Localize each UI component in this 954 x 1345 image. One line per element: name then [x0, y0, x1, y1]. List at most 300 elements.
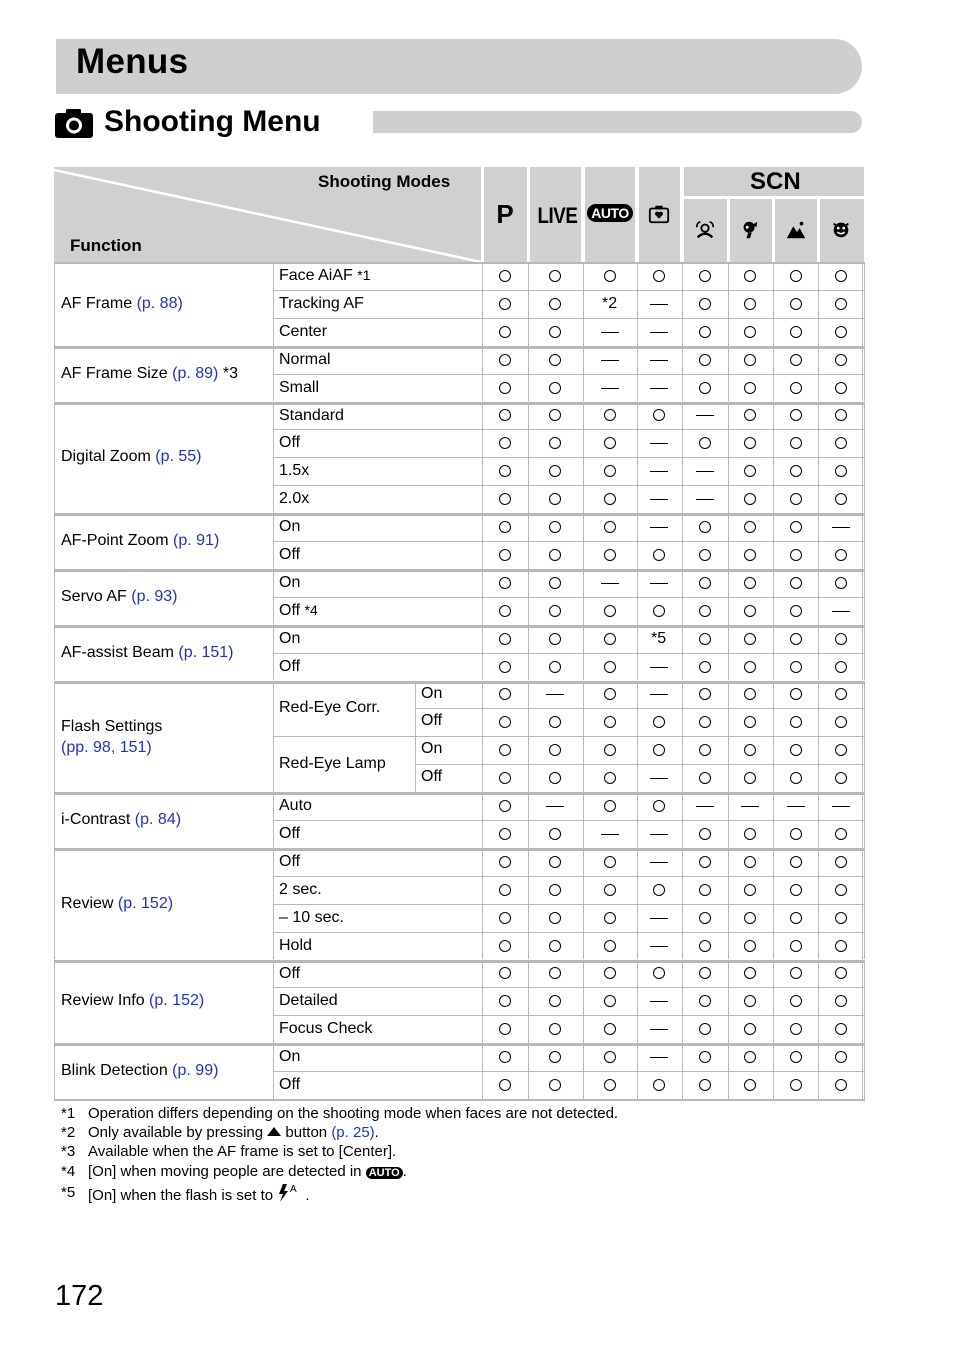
col-divider — [583, 960, 584, 1044]
col-divider — [682, 792, 683, 848]
available-mark — [499, 744, 511, 756]
unavailable-mark — [696, 471, 714, 472]
col-divider — [864, 1043, 865, 1099]
col-divider — [818, 402, 819, 514]
col-divider — [637, 681, 638, 793]
row-divider — [273, 597, 864, 598]
unavailable-mark — [650, 1029, 668, 1030]
option-text: 1.5x — [279, 462, 310, 480]
available-mark — [549, 437, 561, 449]
col-divider — [528, 681, 529, 793]
col-divider — [682, 1043, 683, 1099]
unavailable-mark — [650, 1001, 668, 1002]
col-divider — [728, 848, 729, 960]
row-divider — [273, 1015, 864, 1016]
col-divider — [818, 792, 819, 848]
col-divider — [482, 262, 483, 346]
kids-pets-icon — [728, 215, 772, 245]
unavailable-mark — [741, 806, 759, 807]
col-divider — [273, 792, 274, 848]
unavailable-mark — [601, 332, 619, 333]
col-divider — [54, 792, 55, 848]
option-label — [279, 1047, 300, 1066]
available-mark — [699, 549, 711, 561]
available-mark — [604, 772, 616, 784]
row-divider — [273, 429, 864, 430]
available-mark — [790, 577, 802, 589]
col-divider — [637, 513, 638, 569]
available-mark — [835, 577, 847, 589]
col-divider — [528, 1043, 529, 1099]
footnote-number: *1 — [61, 1105, 76, 1122]
group-divider — [54, 625, 865, 628]
available-mark — [549, 1023, 561, 1035]
available-mark — [790, 940, 802, 952]
col-divider — [415, 681, 416, 793]
option-label — [279, 517, 300, 536]
available-mark — [744, 856, 756, 868]
unavailable-mark — [601, 388, 619, 389]
unavailable-mark — [650, 862, 668, 863]
col-divider — [273, 262, 274, 346]
page-link[interactable]: (p. 151) — [178, 643, 234, 661]
function-name-text: AF-Point Zoom — [61, 532, 174, 549]
available-mark — [835, 884, 847, 896]
row-divider — [273, 374, 864, 375]
option-text: Off — [279, 434, 301, 452]
unavailable-mark — [832, 806, 850, 807]
available-mark — [604, 1079, 616, 1091]
page-link[interactable]: (p. 152) — [149, 992, 205, 1010]
col-divider — [54, 402, 55, 514]
col-divider — [637, 569, 638, 625]
live-mode-label: LIVE — [537, 203, 577, 228]
option-label — [279, 852, 300, 871]
available-mark — [604, 409, 616, 421]
function-name-text: Digital Zoom — [61, 448, 156, 466]
col-divider — [818, 262, 819, 346]
page-link[interactable]: 98 — [93, 739, 111, 757]
option-label — [279, 991, 338, 1010]
page-link[interactable]: (p. 91) — [173, 532, 220, 549]
available-mark — [835, 437, 847, 449]
col-divider — [728, 346, 729, 402]
col-divider — [862, 346, 863, 402]
available-mark — [790, 912, 802, 924]
group-divider — [54, 346, 865, 349]
unavailable-mark — [696, 499, 714, 500]
available-mark — [835, 772, 847, 784]
available-mark — [604, 912, 616, 924]
available-mark — [790, 493, 802, 505]
unavailable-mark — [650, 1057, 668, 1058]
col-divider — [482, 681, 483, 793]
available-mark — [653, 409, 665, 421]
col-divider — [773, 513, 774, 569]
col-divider — [637, 960, 638, 1044]
available-mark — [699, 688, 711, 700]
available-mark — [499, 967, 511, 979]
unavailable-mark — [650, 694, 668, 695]
col-divider — [773, 792, 774, 848]
footnote-text — [88, 1104, 618, 1123]
available-mark — [653, 549, 665, 561]
available-mark — [744, 1023, 756, 1035]
function-name — [61, 1062, 218, 1080]
available-mark — [499, 493, 511, 505]
available-mark — [790, 744, 802, 756]
col-divider — [482, 569, 483, 625]
footnote — [61, 1183, 618, 1208]
row-divider — [273, 932, 864, 933]
col-divider — [862, 960, 863, 1044]
available-mark — [549, 633, 561, 645]
available-mark — [499, 912, 511, 924]
page-link[interactable]: (p. 152) — [117, 894, 174, 912]
col-divider — [273, 681, 274, 793]
unavailable-mark — [696, 806, 714, 807]
header-bottom-border — [54, 262, 865, 264]
available-mark — [744, 298, 756, 310]
col-divider — [773, 681, 774, 793]
footnote-text — [88, 1162, 407, 1183]
col-divider — [637, 848, 638, 960]
option-label: On — [421, 684, 443, 702]
col-divider — [583, 402, 584, 514]
available-mark — [604, 1051, 616, 1063]
available-mark — [699, 828, 711, 840]
function-name-text: Servo AF — [61, 587, 132, 605]
available-mark — [604, 633, 616, 645]
available-mark — [604, 744, 616, 756]
page-link[interactable]: 151 — [119, 739, 147, 757]
available-mark — [653, 605, 665, 617]
group-divider — [54, 681, 865, 684]
function-name-text: Flash Settings — [61, 718, 163, 736]
available-mark — [744, 577, 756, 589]
col-divider — [482, 402, 483, 514]
available-mark — [699, 772, 711, 784]
function-name-text: i-Contrast — [61, 811, 135, 828]
available-mark — [744, 744, 756, 756]
available-mark — [744, 326, 756, 338]
svg-text:A: A — [290, 1183, 297, 1195]
available-mark — [744, 967, 756, 979]
option-label — [279, 545, 300, 564]
available-mark — [549, 298, 561, 310]
unavailable-mark — [787, 806, 805, 807]
available-mark — [604, 437, 616, 449]
live-mode-icon — [535, 201, 579, 231]
page-link[interactable]: (pp. — [61, 739, 94, 757]
available-mark — [549, 1079, 561, 1091]
available-mark — [790, 688, 802, 700]
available-mark — [499, 605, 511, 617]
footnote-text — [88, 1123, 379, 1142]
col-divider — [528, 513, 529, 569]
function-name-text: Review — [61, 894, 118, 912]
row-divider — [273, 541, 864, 542]
available-mark — [790, 382, 802, 394]
available-mark — [653, 967, 665, 979]
scn-label: SCN — [750, 168, 801, 195]
available-mark — [835, 1079, 847, 1091]
available-mark — [835, 270, 847, 282]
col-divider — [682, 960, 683, 1044]
available-mark — [699, 940, 711, 952]
p-mode-label: P — [496, 198, 514, 229]
available-mark — [699, 1023, 711, 1035]
option-label — [279, 461, 309, 480]
unavailable-mark — [650, 360, 668, 361]
col-divider — [637, 625, 638, 681]
col-divider — [862, 681, 863, 793]
available-mark — [499, 298, 511, 310]
available-mark — [744, 716, 756, 728]
col-divider — [818, 569, 819, 625]
option-text: Detailed — [279, 992, 338, 1010]
page-link[interactable]: (p. 55) — [155, 448, 202, 466]
col-divider — [728, 402, 729, 514]
unavailable-mark — [601, 834, 619, 835]
available-mark — [604, 521, 616, 533]
col-divider — [54, 681, 55, 793]
available-mark — [699, 354, 711, 366]
function-label: Function — [70, 236, 142, 255]
available-mark — [549, 493, 561, 505]
col-divider — [682, 625, 683, 681]
col-divider — [864, 346, 865, 402]
available-mark — [790, 1079, 802, 1091]
unavailable-mark — [601, 583, 619, 584]
function-name — [61, 448, 202, 466]
available-mark — [604, 493, 616, 505]
available-mark — [549, 409, 561, 421]
function-name — [61, 992, 204, 1010]
col-divider — [583, 848, 584, 960]
available-mark — [604, 716, 616, 728]
available-mark — [699, 326, 711, 338]
available-mark — [549, 884, 561, 896]
col-divider — [273, 569, 274, 625]
col-divider — [864, 960, 865, 1044]
available-mark — [744, 465, 756, 477]
available-mark — [699, 521, 711, 533]
available-mark — [790, 884, 802, 896]
row-divider — [273, 876, 864, 877]
col-divider — [818, 960, 819, 1044]
available-mark — [699, 856, 711, 868]
footnote-number: *5 — [61, 1183, 76, 1201]
col-divider — [54, 569, 55, 625]
col-divider — [528, 792, 529, 848]
up-arrow-icon — [267, 1127, 281, 1136]
available-mark — [604, 995, 616, 1007]
col-divider — [862, 569, 863, 625]
option-text: Center — [279, 322, 328, 340]
available-mark — [499, 465, 511, 477]
col-divider — [583, 513, 584, 569]
col-divider — [682, 569, 683, 625]
available-mark — [604, 688, 616, 700]
unavailable-mark — [650, 583, 668, 584]
footnote-fragment: Operation differs depending on the shooting mode when faces are not detected. — [88, 1105, 619, 1122]
footnote — [61, 1123, 618, 1142]
available-mark — [744, 772, 756, 784]
option-text: Hold — [279, 936, 312, 954]
available-mark — [790, 772, 802, 784]
page-link[interactable]: (p. 25) — [331, 1124, 375, 1142]
page-link[interactable]: (p. 99) — [172, 1062, 219, 1080]
footnote-fragment: [On] when moving people are detected in — [88, 1162, 366, 1180]
footnote-text — [88, 1142, 396, 1161]
col-divider — [728, 681, 729, 793]
available-mark — [653, 884, 665, 896]
available-mark — [653, 270, 665, 282]
unavailable-mark — [832, 611, 850, 612]
footnote — [61, 1162, 618, 1183]
available-mark — [604, 856, 616, 868]
available-mark — [653, 716, 665, 728]
available-mark — [699, 716, 711, 728]
row-divider — [273, 457, 864, 458]
col-divider — [54, 1043, 55, 1099]
function-name-text: AF Frame — [61, 294, 137, 312]
unavailable-mark — [650, 946, 668, 947]
note-mark: *2 — [602, 294, 618, 312]
available-mark — [499, 382, 511, 394]
option-label — [279, 964, 300, 983]
unavailable-mark — [696, 415, 714, 416]
footnote-fragment: . — [301, 1186, 310, 1204]
col-divider — [583, 346, 584, 402]
col-divider — [862, 625, 863, 681]
function-name — [61, 295, 183, 313]
page-number: 172 — [55, 1280, 104, 1312]
group-divider — [54, 960, 865, 963]
available-mark — [790, 661, 802, 673]
available-mark — [835, 940, 847, 952]
available-mark — [699, 298, 711, 310]
available-mark — [699, 577, 711, 589]
auto-mode-icon — [588, 198, 632, 228]
footnotes — [61, 1104, 618, 1208]
page-link[interactable]: (p. 89) — [172, 364, 219, 382]
page-link[interactable]: ) — [146, 739, 152, 757]
row-divider — [273, 485, 864, 486]
unavailable-mark — [650, 388, 668, 389]
row-divider — [273, 318, 864, 319]
available-mark — [499, 828, 511, 840]
col-divider — [862, 262, 863, 346]
available-mark — [790, 465, 802, 477]
unavailable-mark — [650, 471, 668, 472]
col-divider — [583, 792, 584, 848]
option-note: *4 — [304, 601, 318, 618]
col-divider — [862, 402, 863, 514]
col-divider — [273, 848, 274, 960]
portrait-icon — [683, 215, 727, 245]
available-mark — [835, 828, 847, 840]
available-mark — [499, 409, 511, 421]
available-mark — [604, 270, 616, 282]
available-mark — [835, 633, 847, 645]
available-mark — [835, 688, 847, 700]
page-link[interactable]: (p. 93) — [131, 587, 178, 605]
unavailable-mark — [650, 918, 668, 919]
available-mark — [790, 521, 802, 533]
footnote-number: *3 — [61, 1143, 76, 1161]
col-divider — [682, 402, 683, 514]
option-text: Face AiAF — [279, 267, 358, 284]
page-link[interactable]: (p. 88) — [136, 294, 183, 312]
option-label — [279, 880, 322, 899]
available-mark — [744, 828, 756, 840]
unavailable-mark — [650, 304, 668, 305]
function-name — [61, 532, 219, 550]
available-mark — [835, 326, 847, 338]
available-mark — [699, 744, 711, 756]
col-divider — [773, 262, 774, 346]
col-divider — [864, 513, 865, 569]
col-divider — [528, 262, 529, 346]
col-divider — [818, 1043, 819, 1099]
option-label: Off — [421, 712, 443, 730]
option-label — [279, 322, 327, 341]
footnote-fragment: button — [281, 1124, 332, 1142]
page-link[interactable]: , — [110, 739, 120, 757]
col-divider — [273, 1043, 274, 1099]
available-mark — [744, 688, 756, 700]
available-mark — [699, 382, 711, 394]
available-mark — [699, 437, 711, 449]
available-mark — [699, 661, 711, 673]
col-divider — [773, 1043, 774, 1099]
available-mark — [744, 1051, 756, 1063]
available-mark — [604, 800, 616, 812]
available-mark — [549, 772, 561, 784]
unavailable-mark — [832, 527, 850, 528]
col-divider — [482, 960, 483, 1044]
option-text: – 10 sec. — [279, 908, 344, 926]
col-divider — [864, 262, 865, 346]
option-text: Normal — [279, 350, 331, 368]
option-text: Off — [279, 852, 301, 870]
page-link[interactable]: (p. 84) — [134, 811, 182, 828]
col-divider — [773, 848, 774, 960]
function-name — [61, 716, 162, 758]
col-divider — [864, 569, 865, 625]
col-divider — [728, 1043, 729, 1099]
available-mark — [549, 605, 561, 617]
available-mark — [744, 354, 756, 366]
available-mark — [790, 409, 802, 421]
available-mark — [549, 716, 561, 728]
auto-mode-icon: AUTO — [366, 1167, 403, 1179]
available-mark — [790, 1023, 802, 1035]
available-mark — [549, 912, 561, 924]
available-mark — [499, 1023, 511, 1035]
col-divider — [273, 346, 274, 402]
landscape-icon — [774, 215, 818, 245]
available-mark — [790, 967, 802, 979]
option-text: 2.0x — [279, 490, 310, 508]
easy-mode-icon — [637, 199, 681, 229]
unavailable-mark — [650, 499, 668, 500]
available-mark — [499, 270, 511, 282]
unavailable-mark — [650, 778, 668, 779]
footnote-text — [88, 1183, 310, 1208]
